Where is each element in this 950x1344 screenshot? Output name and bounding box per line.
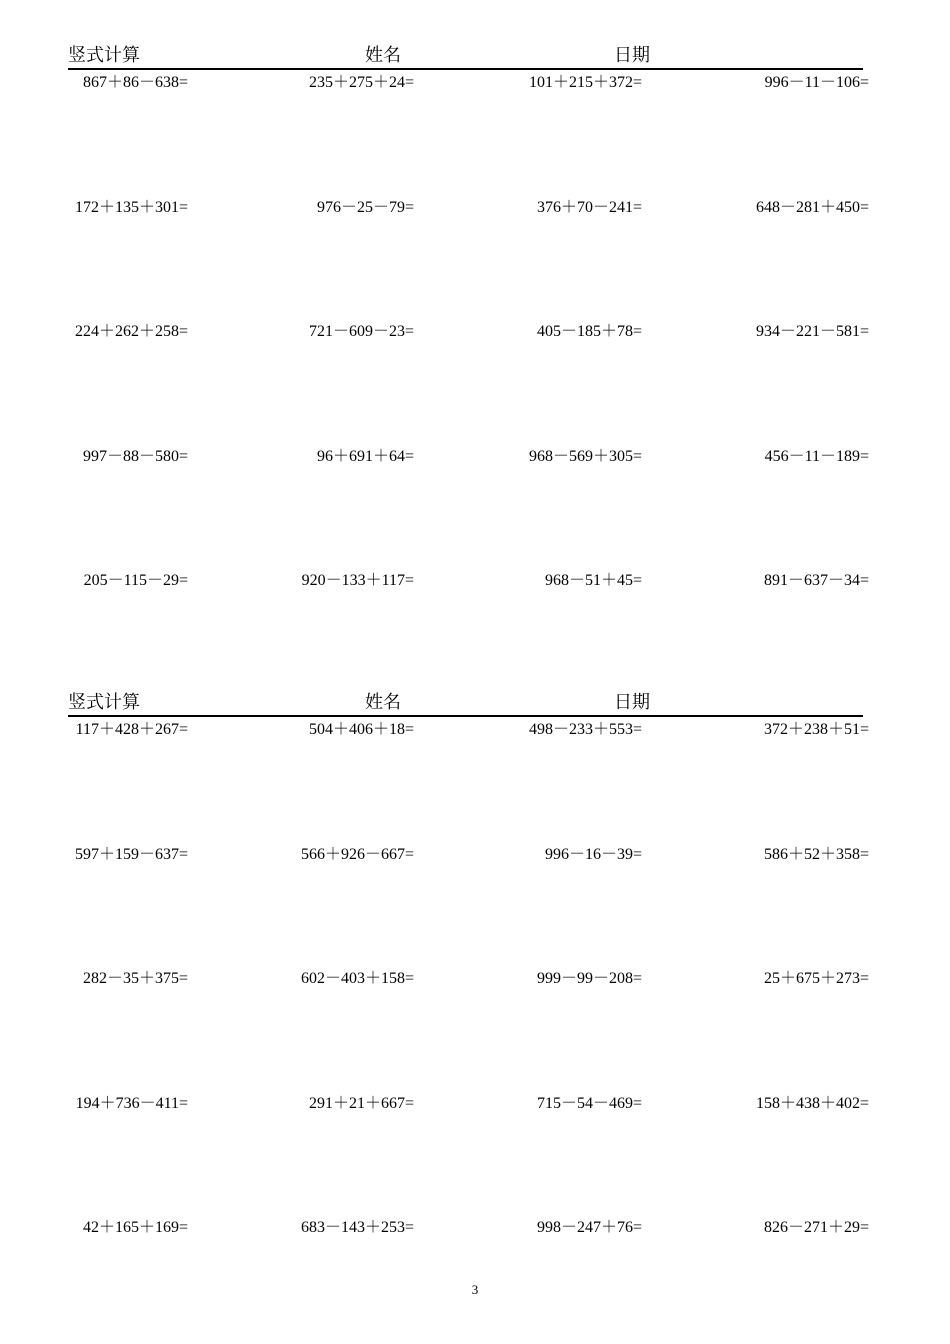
problem-row (0, 968, 950, 990)
math-problem: 405－185＋78= (536, 323, 642, 340)
math-problem: 291＋21＋667= (308, 1095, 414, 1112)
math-problem: 566＋926－667= (300, 846, 414, 863)
math-problem: 891－637－34= (763, 572, 869, 589)
name-label: 姓名 (365, 692, 401, 712)
math-problem: 158＋438＋402= (755, 1095, 869, 1112)
math-problem: 194＋736－411= (75, 1095, 188, 1112)
math-problem: 721－609－23= (308, 323, 414, 340)
math-problem: 282－35＋375= (82, 970, 188, 987)
math-problem: 867＋86－638= (82, 74, 188, 91)
date-label: 日期 (614, 692, 650, 712)
math-problem: 498－233＋553= (528, 721, 642, 738)
problem-row (0, 446, 950, 468)
math-problem: 586＋52＋358= (763, 846, 869, 863)
math-problem: 826－271＋29= (763, 1219, 869, 1236)
math-problem: 456－11－189= (764, 448, 869, 465)
worksheet-header (68, 40, 863, 70)
math-problem: 996－16－39= (544, 846, 642, 863)
math-problem: 683－143＋253= (300, 1219, 414, 1236)
problem-row (0, 1093, 950, 1115)
problem-row (0, 844, 950, 866)
problem-row (0, 1217, 950, 1239)
math-problem: 602－403＋158= (300, 970, 414, 987)
worksheet-header (68, 687, 863, 717)
math-problem: 172＋135＋301= (74, 199, 188, 216)
math-problem: 96＋691＋64= (316, 448, 414, 465)
math-problem: 968－51＋45= (544, 572, 642, 589)
math-problem: 715－54－469= (536, 1095, 642, 1112)
problem-row (0, 321, 950, 343)
math-problem: 968－569＋305= (528, 448, 642, 465)
math-problem: 25＋675＋273= (763, 970, 869, 987)
name-label: 姓名 (365, 45, 401, 65)
math-problem: 996－11－106= (764, 74, 869, 91)
date-label: 日期 (614, 45, 650, 65)
math-problem: 224＋262＋258= (74, 323, 188, 340)
worksheet-title: 竖式计算 (68, 692, 140, 712)
math-problem: 934－221－581= (755, 323, 869, 340)
math-problem: 372＋238＋51= (763, 721, 869, 738)
math-problem: 235＋275＋24= (308, 74, 414, 91)
math-problem: 42＋165＋169= (82, 1219, 188, 1236)
math-problem: 999－99－208= (536, 970, 642, 987)
page-number: 3 (471, 1282, 479, 1297)
math-problem: 920－133＋117= (301, 572, 414, 589)
math-problem: 117＋428＋267= (75, 721, 188, 738)
math-problem: 998－247＋76= (536, 1219, 642, 1236)
problem-row (0, 570, 950, 592)
math-problem: 101＋215＋372= (528, 74, 642, 91)
math-problem: 997－88－580= (82, 448, 188, 465)
math-problem: 205－115－29= (83, 572, 188, 589)
problem-row (0, 719, 950, 741)
problem-row (0, 72, 950, 94)
math-problem: 504＋406＋18= (308, 721, 414, 738)
math-problem: 648－281＋450= (755, 199, 869, 216)
problem-row (0, 197, 950, 219)
math-problem: 976－25－79= (316, 199, 414, 216)
math-problem: 597＋159－637= (74, 846, 188, 863)
math-problem: 376＋70－241= (536, 199, 642, 216)
worksheet-title: 竖式计算 (68, 45, 140, 65)
